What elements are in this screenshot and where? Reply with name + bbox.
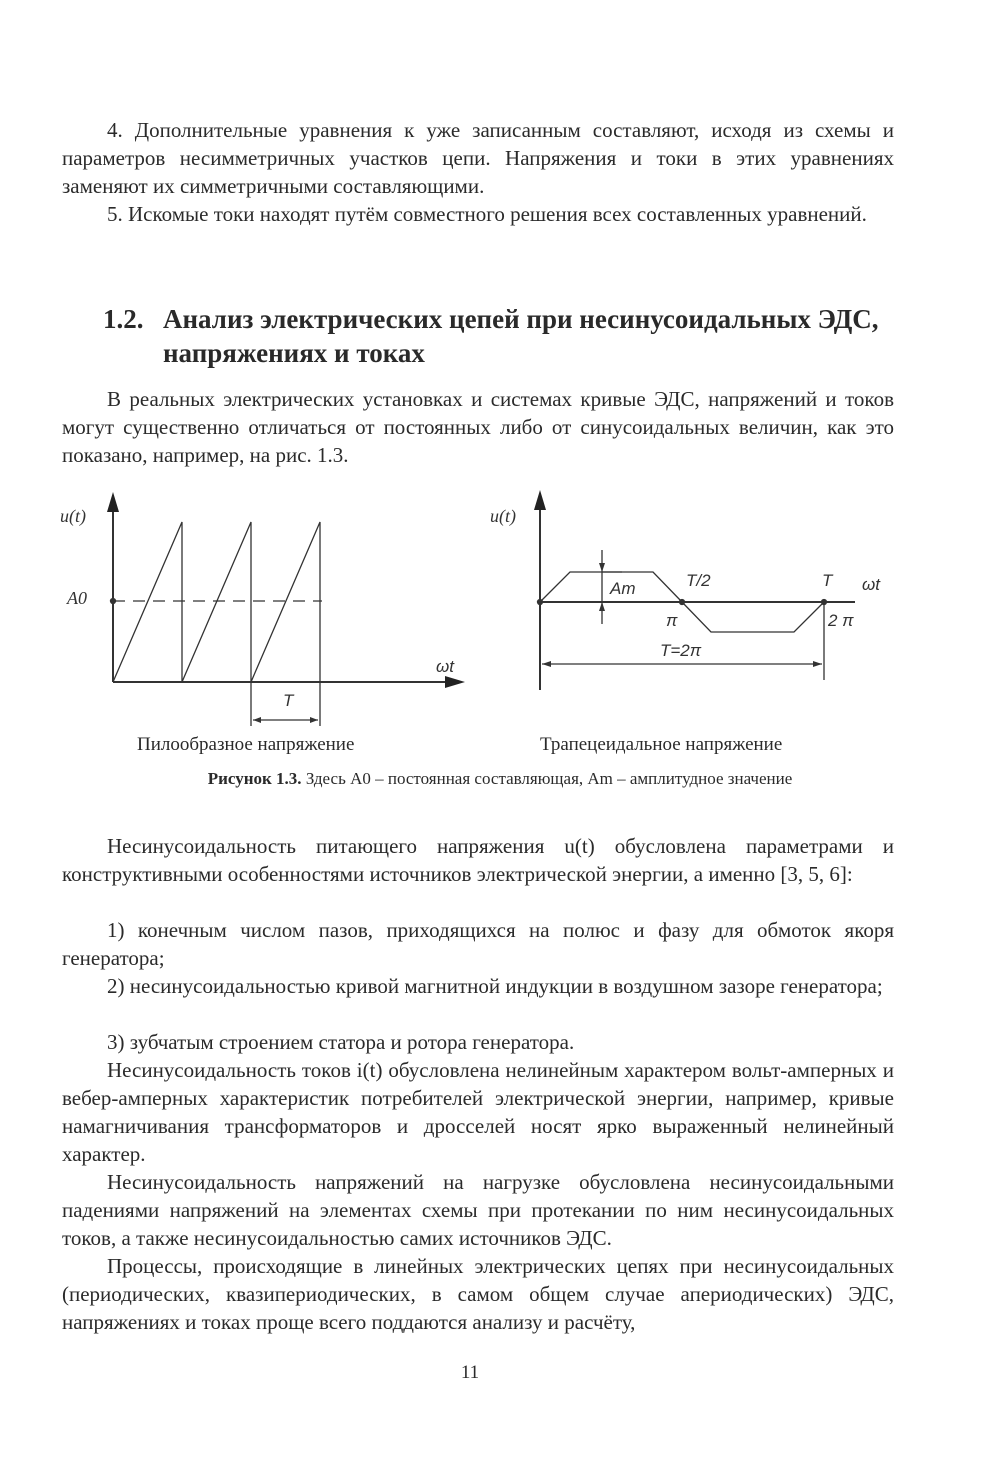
sawtooth-period-label: T bbox=[283, 691, 294, 710]
trapezoid-subtitle: Трапецеидальное напряжение bbox=[540, 734, 783, 755]
figure-caption: Рисунок 1.3. Здесь A0 – постоянная составляющая, Am – амплитудное значение bbox=[207, 769, 793, 788]
paragraph-intro: В реальных электрических установках и системах кривые ЭДС, напряжений и токов могут существенно отличаться от постоянных либо от синусоидальных величин, как это показано, например, на рис. 1.3. bbox=[62, 387, 894, 467]
list-item-1: 1) конечным числом пазов, приходящихся на полюс и фазу для обмоток якоря генератора; bbox=[62, 918, 894, 970]
list-item-3: 3) зубчатым строением статора и ротора генератора. bbox=[107, 1030, 575, 1054]
section-title: Анализ электрических цепей при несинусоидальных ЭДС, напряжениях и токах bbox=[163, 304, 879, 368]
paragraph-item-5: 5. Искомые токи находят путём совместного решения всех составленных уравнений. bbox=[107, 202, 867, 226]
paragraph-item-4: 4. Дополнительные уравнения к уже записанным составляют, исходя из схемы и параметров несимметричных участков цепи. Напряжения и токи в этих уравнениях заменяют их симметричными составляющими. bbox=[62, 118, 894, 198]
figure-1-3 bbox=[0, 480, 1000, 790]
trapezoid-y-label: u(t) bbox=[490, 506, 516, 526]
paragraph-voltage: Несинусоидальность питающего напряжения u(t) обусловлена параметрами и конструктивными особенностями источников электрической энергии, а именно [3, 5, 6]: bbox=[62, 834, 894, 886]
sawtooth-y-label: u(t) bbox=[60, 506, 86, 526]
trapezoid-pi-label: π bbox=[666, 611, 678, 630]
trapezoid-2pi-label: 2 π bbox=[828, 611, 854, 630]
trapezoid-x-label: ωt bbox=[862, 575, 880, 594]
paragraph-load: Несинусоидальность напряжений на нагрузке обусловлена несинусоидальными падениями напряжений на элементах схемы при протекании по ним несинусоидальных токов, а также несинусоидальностью самих источников ЭДС. bbox=[62, 1170, 894, 1250]
sawtooth-wave bbox=[113, 522, 320, 682]
paragraph-processes: Процессы, происходящие в линейных электрических цепях при несинусоидальных (периодических, квазипериодических, в самом общем случае апериодических) ЭДС, напряжениях и токах проще всего поддаются анализу и расчёту, bbox=[62, 1254, 894, 1334]
trapezoid-plot bbox=[538, 500, 856, 690]
sawtooth-a0-label: A0 bbox=[67, 588, 87, 608]
page-number: 11 bbox=[460, 1362, 480, 1383]
list-item-2: 2) несинусоидальностью кривой магнитной индукции в воздушном зазоре генератора; bbox=[107, 974, 883, 998]
section-number: 1.2. bbox=[103, 304, 144, 334]
trapezoid-half-period-label: T/2 bbox=[686, 571, 711, 590]
trapezoid-period-eq-label: T=2π bbox=[660, 641, 702, 660]
sawtooth-subtitle: Пилообразное напряжение bbox=[137, 734, 355, 755]
trapezoid-amp-label: Am bbox=[610, 579, 636, 598]
paragraph-currents: Несинусоидальность токов i(t) обусловлена нелинейным характером вольт-амперных и вебер-амперных характеристик потребителей электрической энергии, например, кривые намагничивания трансформаторов и дросселей носят ярко выраженный нелинейный характер. bbox=[62, 1058, 894, 1166]
trapezoid-period-label: T bbox=[822, 571, 833, 590]
sawtooth-x-label: ωt bbox=[436, 657, 454, 676]
